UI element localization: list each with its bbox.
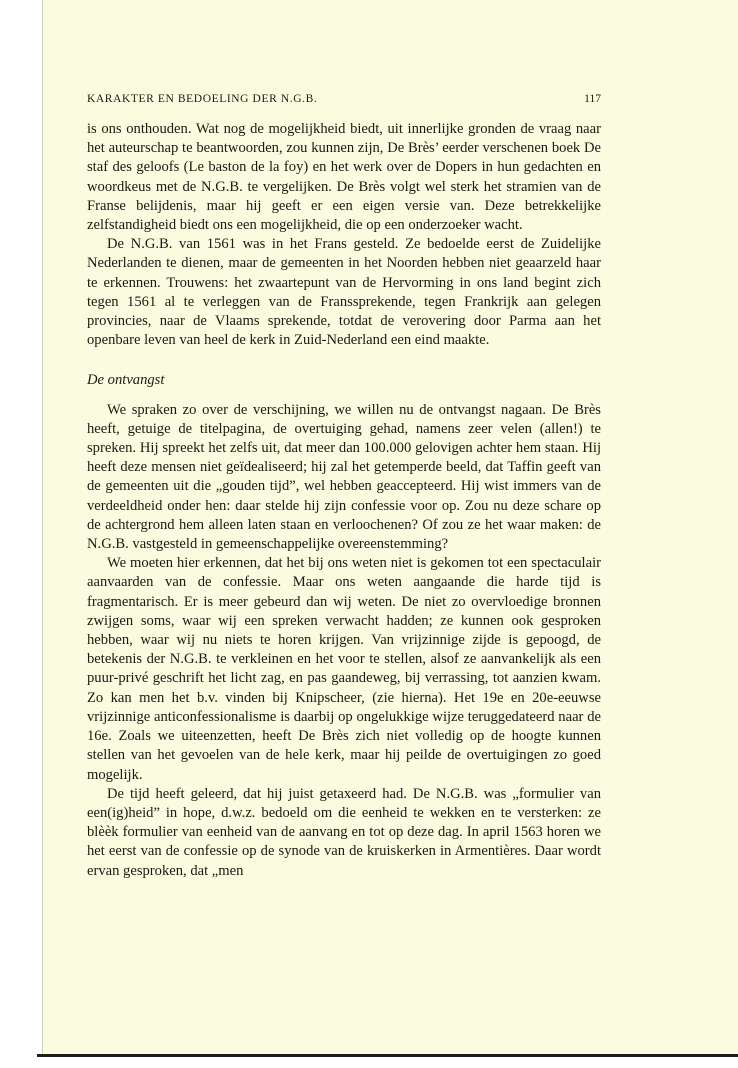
page-left-edge — [42, 0, 43, 1057]
paragraph-5: De tijd heeft geleerd, dat hij juist getaxeerd had. De N.G.B. was „formulier van een(ig)heid” in hope, d.w.z. bedoeld om die eenheid te wekken en te versterken: ze blèèk formulier van eenheid van de aanvang en tot op deze dag. In april 1563 horen we het eerst van de confessie op de synode van de kruiskerken in Armentières. Daar wordt ervan gesproken, dat „men — [87, 785, 601, 879]
bottom-rule — [37, 1054, 738, 1057]
page-number: 117 — [584, 93, 601, 105]
body-text — [87, 120, 601, 881]
running-header — [87, 93, 601, 109]
paragraph-1: is ons onthouden. Wat nog de mogelijkheid biedt, uit innerlijke gronden de vraag naar het auteurschap te beantwoorden, zou kunnen zijn, De Brès’ eerder verschenen boek De staf des geloofs (Le baston de la foy) en het werk over de Dopers in hun gedachten en woordkeus met de N.G.B. te vergelijken. De Brès volgt wel sterk het stramien van de Franse belijdenis, maar hij geeft er een eigen versie van. Deze betrekkelijke zelfstandigheid biedt ons een mogelijkheid, die op een onderzoeker wacht. — [87, 121, 601, 234]
paragraph-4: We moeten hier erkennen, dat het bij ons weten niet is gekomen tot een spectaculair aanvaarden van de confessie. Maar ons weten aangaande die harde tijd is fragmentarisch. Er is meer gebeurd dan wij weten. De niet zo overvloedige bronnen zwijgen soms, waar wij een spreken verwacht hadden; ze kunnen ook gesproken hebben, waar wij nu niets te horen krijgen. Van vrijzinnige zijde is gepoogd, de betekenis der N.G.B. te verkleinen en het voor te stellen, alsof ze aanvankelijk als een puur-privé geschrift het licht zag, en pas gaandeweg, bij verrassing, tot aanzien kwam. Zo kan men het b.v. vinden bij Knipscheer, (zie hierna). Het 19e en 20e-eeuwse vrijzinnige anticonfessionalisme is daarbij op ongelukkige wijze teruggedateerd naar de 16e. Zoals we uiteenzetten, heeft De Brès zich niet volledig op de hoogte kunnen stellen van het gevoelen van de hele kerk, maar hij peilde de overtuigingen zo goed mogelijk. — [87, 555, 601, 783]
section-heading: De ontvangst — [87, 372, 165, 389]
paragraph-2: De N.G.B. van 1561 was in het Frans gesteld. Ze bedoelde eerst de Zuidelijke Nederlanden te dienen, maar de gemeenten in het Noorden hebben niet geaarzeld haar te erkennen. Trouwens: het zwaartepunt van de Hervorming in ons land begint zich tegen 1561 al te verleggen van de Franssprekende, tegen Frankrijk aan gelegen provincies, naar de Vlaams sprekende, totdat de verovering door Parma aan het openbare leven van heel de kerk in Zuid-Nederland een eind maakte. — [87, 236, 601, 349]
paragraph-3: We spraken zo over de verschijning, we willen nu de ontvangst nagaan. De Brès heeft, getuige de titelpagina, de overtuiging gehad, namens zeer velen (allen!) te spreken. Hij spreekt het zelfs uit, dat meer dan 100.000 gelovigen achter hem staan. Hij heeft deze mensen niet geïdealiseerd; hij zal het getemperde beeld, dat Taffin geeft van de gemeenten uit die „gouden tijd”, wel hebben geaccepteerd. Hij wist immers van de verdeeldheid onder hen: daar stelde hij zijn confessie voor op. Zou nu deze schare op de achtergrond hem alleen laten staan en verloochenen? Of zou ze het waar maken: de N.G.B. vastgesteld in gemeenschappelijke overeenstemming? — [87, 401, 601, 553]
running-title: KARAKTER EN BEDOELING DER N.G.B. — [87, 93, 318, 105]
